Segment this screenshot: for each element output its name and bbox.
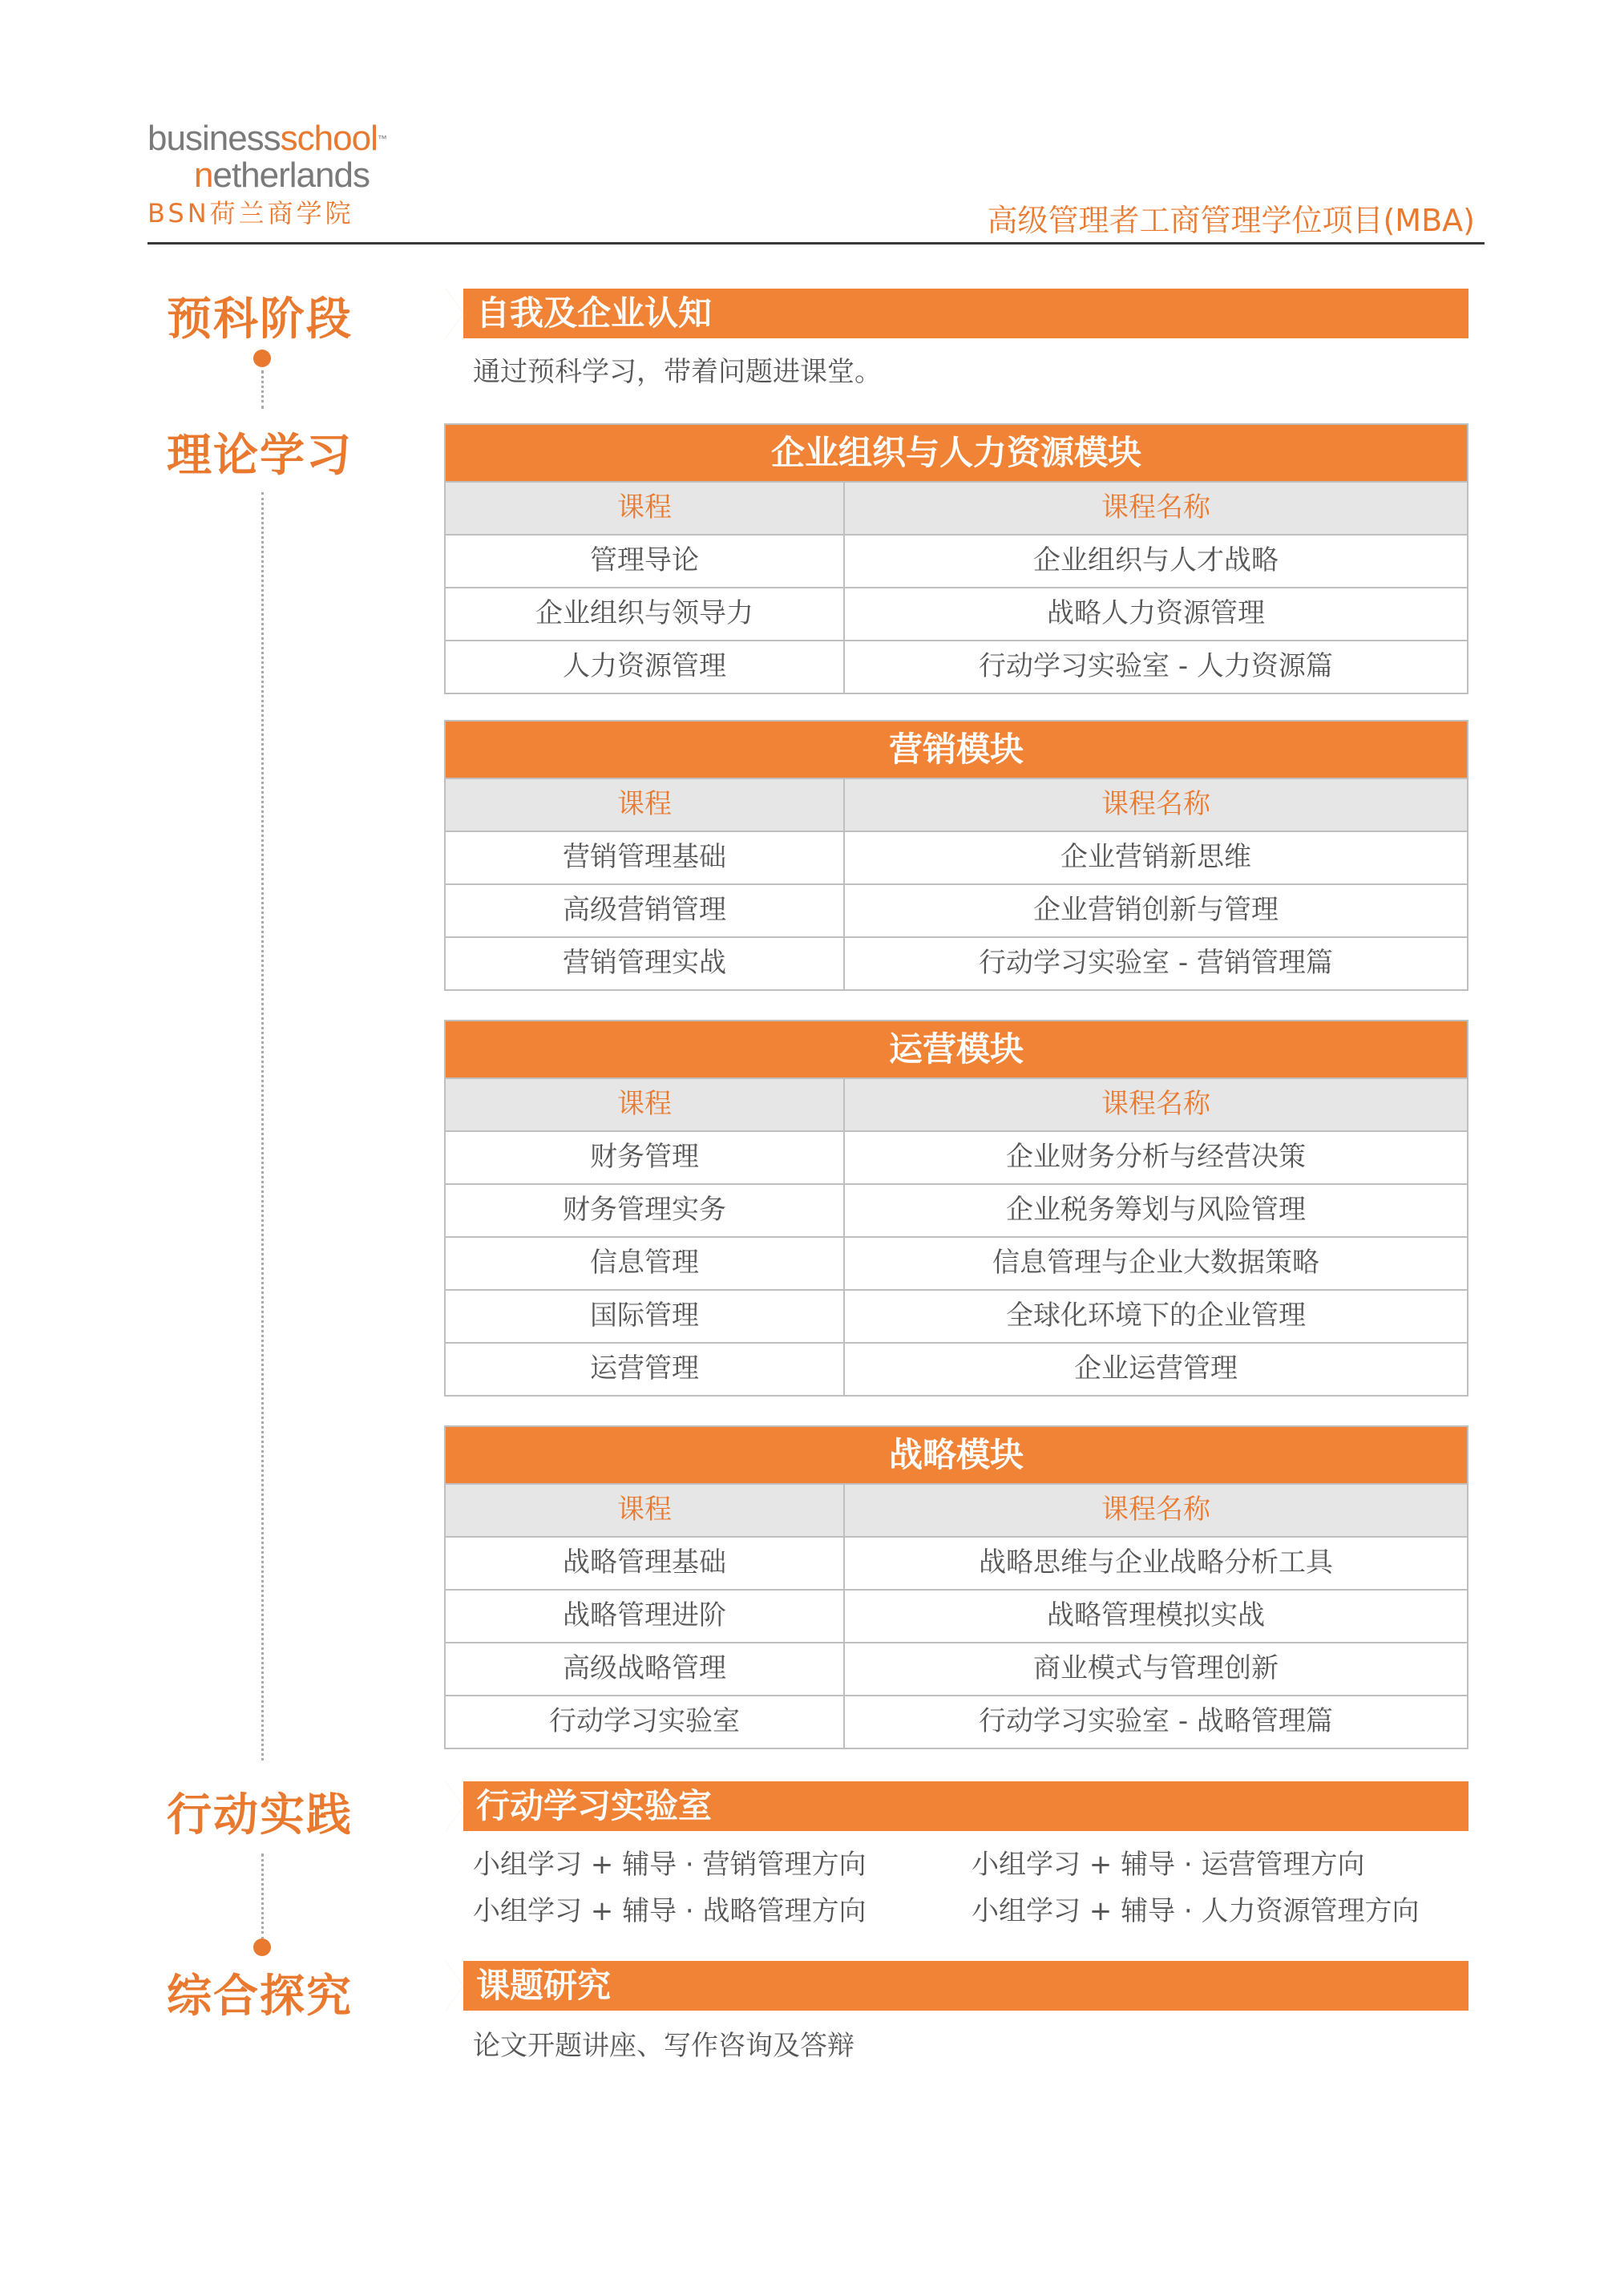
col-course-name: 课程名称 (1101, 788, 1210, 820)
cell-course-name: 企业财务分析与经营决策 (1006, 1141, 1306, 1173)
practice-item: 小组学习 + 辅导 · 人力资源管理方向 (972, 1895, 1420, 1927)
table-row (446, 640, 1467, 693)
research-banner-label: 课题研究 (476, 1966, 612, 2005)
table-row (446, 534, 1467, 587)
logo-line-2 (147, 157, 388, 194)
table-row (446, 1342, 1467, 1395)
col-course: 课程 (446, 1485, 845, 1536)
logo (147, 120, 388, 229)
cell-course: 行动学习实验室 (446, 1696, 845, 1748)
cell-course-name: 企业运营管理 (1074, 1352, 1238, 1385)
program-title: 高级管理者工商管理学位项目(MBA) (987, 203, 1475, 238)
cell-course: 管理导论 (446, 536, 845, 587)
table-row (446, 1183, 1467, 1236)
timeline-line-1 (261, 370, 264, 409)
module-title: 战略模块 (446, 1427, 1467, 1483)
header-divider (147, 242, 1485, 245)
logo-chinese: BSN荷兰商学院 (147, 198, 354, 228)
table-header (446, 1077, 1467, 1130)
cell-course-name: 行动学习实验室 - 人力资源篇 (979, 650, 1333, 682)
module-hr (444, 423, 1468, 694)
table-row (446, 1642, 1467, 1695)
col-course-name: 课程名称 (1101, 1088, 1210, 1120)
cell-course-name: 企业组织与人才战略 (1033, 544, 1279, 576)
cell-course-name: 行动学习实验室 - 营销管理篇 (979, 947, 1333, 979)
logo-school: school (280, 119, 378, 158)
cell-course-name: 企业营销创新与管理 (1033, 894, 1279, 926)
cell-course-name: 全球化环境下的企业管理 (1006, 1300, 1306, 1332)
stage-theory: 理论学习 (167, 430, 353, 482)
logo-business: business (147, 119, 281, 158)
research-banner (446, 1961, 1468, 2011)
table-row (446, 1536, 1467, 1589)
table-header (446, 778, 1467, 831)
timeline-dot-bottom (253, 1938, 271, 1956)
cell-course-name: 行动学习实验室 - 战略管理篇 (979, 1705, 1333, 1737)
table-row (446, 1236, 1467, 1289)
logo-line-1 (147, 120, 388, 157)
prep-description: 通过预科学习，带着问题进课堂。 (473, 356, 882, 388)
cell-course: 高级战略管理 (446, 1643, 845, 1695)
cell-course-name: 信息管理与企业大数据策略 (992, 1247, 1319, 1279)
table-row (446, 587, 1467, 640)
stage-prep: 预科阶段 (167, 293, 353, 346)
module-title: 营销模块 (446, 722, 1467, 778)
banner-notch (446, 1961, 463, 2011)
table-row (446, 1695, 1467, 1748)
cell-course: 人力资源管理 (446, 641, 845, 693)
cell-course: 信息管理 (446, 1238, 845, 1289)
prep-banner-label: 自我及企业认知 (476, 293, 713, 333)
logo-etherlands: etherlands (212, 156, 370, 195)
timeline-line-2 (261, 492, 264, 1760)
module-marketing (444, 720, 1468, 991)
practice-item: 小组学习 + 辅导 · 战略管理方向 (473, 1895, 867, 1927)
cell-course: 战略管理进阶 (446, 1591, 845, 1642)
col-course: 课程 (446, 1079, 845, 1130)
cell-course: 高级营销管理 (446, 885, 845, 936)
stage-practice: 行动实践 (167, 1789, 353, 1841)
cell-course-name: 企业税务筹划与风险管理 (1006, 1194, 1306, 1226)
cell-course: 营销管理基础 (446, 832, 845, 883)
logo-n: n (194, 156, 213, 195)
research-description: 论文开题讲座、写作咨询及答辩 (473, 2030, 854, 2062)
cell-course-name: 商业模式与管理创新 (1033, 1652, 1279, 1684)
cell-course: 战略管理基础 (446, 1538, 845, 1589)
module-operations (444, 1020, 1468, 1397)
table-row (446, 831, 1467, 883)
col-course-name: 课程名称 (1101, 1494, 1210, 1526)
timeline-dot-top (253, 350, 271, 367)
table-header (446, 1483, 1467, 1536)
cell-course: 营销管理实战 (446, 938, 845, 989)
practice-banner-label: 行动学习实验室 (476, 1786, 713, 1825)
timeline-line-3 (261, 1853, 264, 1940)
table-row (446, 883, 1467, 936)
cell-course-name: 战略思维与企业战略分析工具 (979, 1546, 1333, 1579)
logo-tm: ™ (377, 133, 386, 144)
practice-item: 小组学习 + 辅导 · 运营管理方向 (972, 1849, 1365, 1881)
col-course: 课程 (446, 483, 845, 534)
cell-course: 运营管理 (446, 1344, 845, 1395)
practice-banner (446, 1781, 1468, 1831)
cell-course-name: 战略人力资源管理 (1047, 597, 1265, 629)
table-row (446, 1130, 1467, 1183)
cell-course-name: 企业营销新思维 (1060, 841, 1251, 873)
banner-notch (446, 1781, 463, 1831)
table-header (446, 481, 1467, 534)
cell-course-name: 战略管理模拟实战 (1047, 1599, 1265, 1631)
cell-course: 企业组织与领导力 (446, 588, 845, 640)
banner-notch (446, 289, 463, 338)
module-title: 企业组织与人力资源模块 (446, 425, 1467, 481)
col-course: 课程 (446, 779, 845, 831)
stage-research: 综合探究 (167, 1971, 353, 2023)
practice-item: 小组学习 + 辅导 · 营销管理方向 (473, 1849, 867, 1881)
col-course-name: 课程名称 (1101, 491, 1210, 523)
cell-course: 财务管理 (446, 1132, 845, 1183)
module-strategy (444, 1425, 1468, 1749)
cell-course: 财务管理实务 (446, 1185, 845, 1236)
module-title: 运营模块 (446, 1021, 1467, 1077)
cell-course: 国际管理 (446, 1291, 845, 1342)
table-row (446, 1589, 1467, 1642)
table-row (446, 1289, 1467, 1342)
table-row (446, 936, 1467, 989)
prep-banner (446, 289, 1468, 338)
